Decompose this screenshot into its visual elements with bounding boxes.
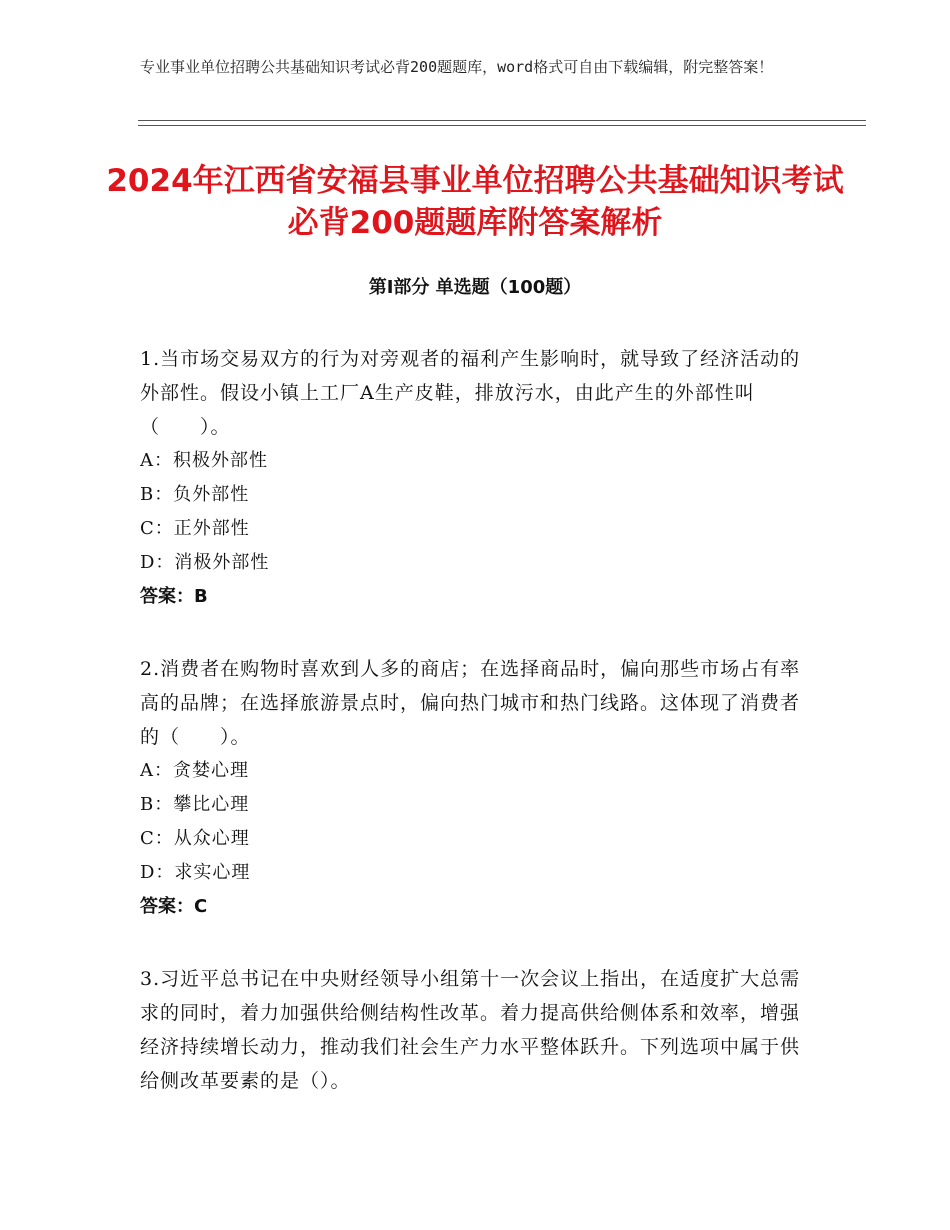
- option-a: A：贪婪心理: [140, 760, 249, 781]
- header-divider: [138, 120, 866, 126]
- question-2: [140, 652, 805, 924]
- answer: 答案：C: [140, 896, 208, 917]
- option-b: B：负外部性: [140, 484, 250, 505]
- question-stem: 2.消费者在购物时喜欢到人多的商店；在选择商品时，偏向那些市场占有率高的品牌；在选择旅游景点时，偏向热门城市和热门线路。这体现了消费者的（ ）。: [140, 658, 801, 748]
- option-c: C：正外部性: [140, 518, 250, 539]
- question-1: [140, 342, 805, 614]
- option-d: D：求实心理: [140, 862, 251, 883]
- option-list: [140, 754, 805, 890]
- question-stem: 1.当市场交易双方的行为对旁观者的福利产生影响时，就导致了经济活动的外部性。假设小镇上工厂A生产皮鞋，排放污水，由此产生的外部性叫（ ）。: [140, 348, 801, 438]
- option-d: D：消极外部性: [140, 552, 270, 573]
- header-note: 专业事业单位招聘公共基础知识考试必背200题题库，word格式可自由下载编辑，附完整答案！: [140, 58, 774, 76]
- answer: 答案：B: [140, 586, 208, 607]
- document-title: 2024年江西省安福县事业单位招聘公共基础知识考试必背200题题库附答案解析: [106, 163, 844, 241]
- section-title: 第Ⅰ部分 单选题（100题）: [368, 277, 582, 298]
- option-list: [140, 444, 805, 580]
- option-a: A：积极外部性: [140, 450, 268, 471]
- question-3: [140, 962, 805, 1098]
- question-stem: 3.习近平总书记在中央财经领导小组第十一次会议上指出，在适度扩大总需求的同时，着力加强供给侧结构性改革。着力提高供给侧体系和效率，增强经济持续增长动力，推动我们社会生产力水平整体跃升。下列选项中属于供给侧改革要素的是（）。: [140, 968, 801, 1092]
- option-c: C：从众心理: [140, 828, 250, 849]
- question-list: [140, 342, 805, 1136]
- option-b: B：攀比心理: [140, 794, 250, 815]
